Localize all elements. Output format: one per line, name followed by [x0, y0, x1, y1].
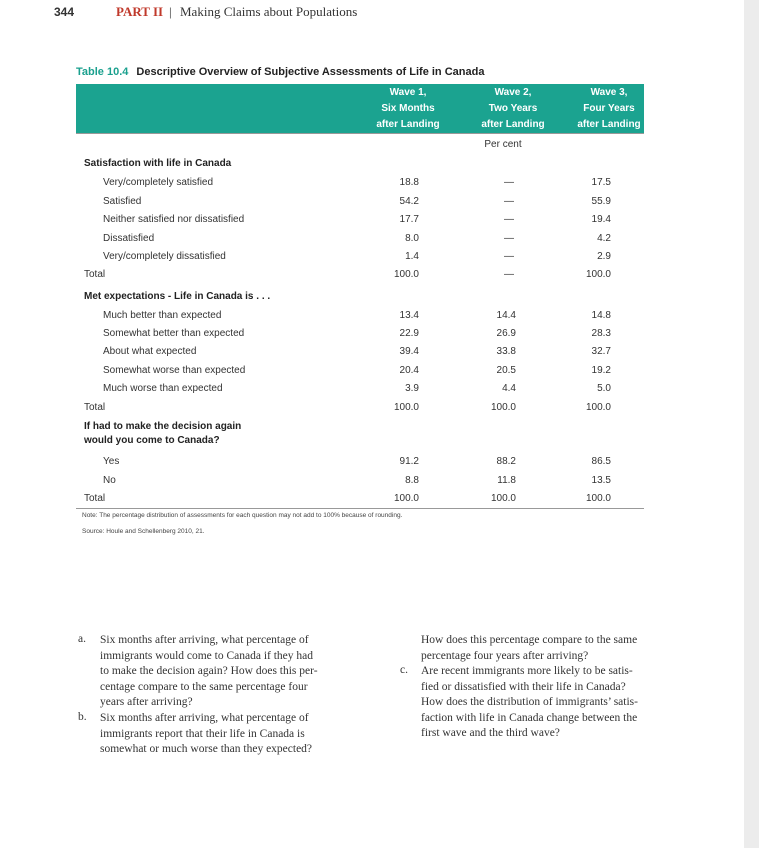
cell-wave-2: 20.5 [496, 365, 516, 376]
column-header-wave-3: Wave 3, Four Years after Landing [577, 86, 641, 130]
cell-wave-2: — [504, 251, 514, 262]
cell-wave-1: 8.0 [405, 233, 419, 244]
cell-wave-1: 1.4 [405, 251, 419, 262]
cell-wave-3: 55.9 [591, 196, 611, 207]
table-header-band [76, 84, 644, 133]
cell-wave-1: 100.0 [393, 493, 419, 504]
question-b-text-part-2: How does this percentage compare to the same percentage four years after arriving? [421, 634, 638, 662]
table-total-row [0, 269, 744, 283]
table-row [0, 475, 744, 489]
table-total-row [0, 402, 744, 416]
table-row [0, 328, 744, 342]
cell-wave-1: 20.4 [399, 365, 419, 376]
row-label: Much worse than expected [103, 383, 223, 394]
cell-wave-3: 32.7 [591, 346, 611, 357]
section-heading-satisfaction: Satisfaction with life in Canada [84, 158, 232, 169]
table-row [0, 456, 744, 470]
table-note: Note: The percentage distribution of assessments for each question may not add to 100% because of rounding. [82, 512, 403, 519]
table-total-row [0, 493, 744, 507]
table-row [0, 196, 744, 210]
cell-wave-3: 19.4 [591, 214, 611, 225]
cell-wave-2: 88.2 [496, 456, 516, 467]
cell-wave-2: — [504, 233, 514, 244]
table-row [0, 251, 744, 265]
row-label: Satisfied [103, 196, 142, 207]
part-label: PART II [116, 4, 164, 19]
cell-wave-1: 54.2 [399, 196, 419, 207]
row-label: Neither satisfied nor dissatisfied [103, 214, 245, 225]
row-label: Total [84, 269, 106, 280]
cell-wave-2: 33.8 [496, 346, 516, 357]
cell-wave-3: 4.2 [597, 233, 611, 244]
cell-wave-3: 100.0 [585, 402, 611, 413]
chapter-title: Making Claims about Populations [180, 4, 358, 19]
table-number: Table 10.4 [76, 66, 129, 78]
table-row [0, 365, 744, 379]
cell-wave-1: 91.2 [399, 456, 419, 467]
row-label: No [103, 475, 116, 486]
row-label: Very/completely satisfied [103, 177, 214, 188]
cell-wave-3: 5.0 [597, 383, 611, 394]
table-title: Descriptive Overview of Subjective Assessments of Life in Canada [136, 66, 485, 78]
question-a-marker: a. [78, 633, 86, 645]
cell-wave-1: 100.0 [393, 402, 419, 413]
question-b-text-part-1: Six months after arriving, what percentage of immigrants report that their life in Canada is somewhat or much worse than they expected? [100, 712, 313, 756]
cell-wave-2: 4.4 [502, 383, 516, 394]
question-c-marker: c. [400, 664, 408, 676]
question-a-text: Six months after arriving, what percentage of immigrants would come to Canada if they had to make the decision again? How does this per- centage compare to the same percentage four years after arriving? [100, 634, 318, 709]
row-label: Total [84, 402, 106, 413]
cell-wave-3: 14.8 [591, 310, 611, 321]
cell-wave-3: 2.9 [597, 251, 611, 262]
cell-wave-2: 14.4 [496, 310, 516, 321]
cell-wave-1: 39.4 [399, 346, 419, 357]
running-head [0, 5, 744, 21]
table-source: Source: Houle and Schellenberg 2010, 21. [82, 528, 205, 535]
cell-wave-1: 8.8 [405, 475, 419, 486]
unit-label: Per cent [484, 139, 522, 150]
question-b-marker: b. [78, 711, 87, 723]
cell-wave-3: 17.5 [591, 177, 611, 188]
row-label: Yes [103, 456, 120, 467]
table-row [0, 177, 744, 191]
table-row [0, 383, 744, 397]
table-top-rule [76, 133, 644, 134]
part-separator: | [169, 4, 172, 19]
cell-wave-1: 17.7 [399, 214, 419, 225]
cell-wave-2: — [504, 269, 514, 280]
cell-wave-2: — [504, 177, 514, 188]
cell-wave-3: 13.5 [591, 475, 611, 486]
page-number: 344 [54, 5, 75, 19]
table-bottom-rule [76, 508, 644, 509]
column-header-wave-2: Wave 2, Two Years after Landing [481, 86, 545, 130]
cell-wave-1: 22.9 [399, 328, 419, 339]
table-row [0, 233, 744, 247]
cell-wave-2: 100.0 [490, 493, 516, 504]
table-row [0, 346, 744, 360]
cell-wave-2: 26.9 [496, 328, 516, 339]
table-row [0, 214, 744, 228]
cell-wave-1: 18.8 [399, 177, 419, 188]
cell-wave-3: 86.5 [591, 456, 611, 467]
table-row [0, 310, 744, 324]
table-caption [76, 62, 484, 80]
row-label: Dissatisfied [103, 233, 155, 244]
row-label: Much better than expected [103, 310, 222, 321]
section-heading-expectations: Met expectations - Life in Canada is . . . [84, 291, 271, 302]
row-label: Total [84, 493, 106, 504]
column-header-wave-1: Wave 1, Six Months after Landing [376, 86, 440, 130]
row-label: Somewhat worse than expected [103, 365, 246, 376]
cell-wave-2: — [504, 214, 514, 225]
cell-wave-3: 100.0 [585, 493, 611, 504]
row-label: Very/completely dissatisfied [103, 251, 226, 262]
cell-wave-1: 3.9 [405, 383, 419, 394]
cell-wave-3: 100.0 [585, 269, 611, 280]
cell-wave-3: 28.3 [591, 328, 611, 339]
cell-wave-2: 11.8 [497, 475, 516, 486]
cell-wave-2: 100.0 [490, 402, 516, 413]
row-label: Somewhat better than expected [103, 328, 245, 339]
cell-wave-3: 19.2 [591, 365, 611, 376]
cell-wave-1: 100.0 [393, 269, 419, 280]
row-label: About what expected [103, 346, 197, 357]
section-heading-decision: If had to make the decision again would you come to Canada? [84, 421, 242, 446]
cell-wave-1: 13.4 [399, 310, 419, 321]
question-c-text: Are recent immigrants more likely to be satis- fied or dissatisfied with their life in Canada? How does the distribution of immigrants’ satis- faction with life in Canada change between the first wave and the third wave? [421, 665, 638, 740]
cell-wave-2: — [504, 196, 514, 207]
